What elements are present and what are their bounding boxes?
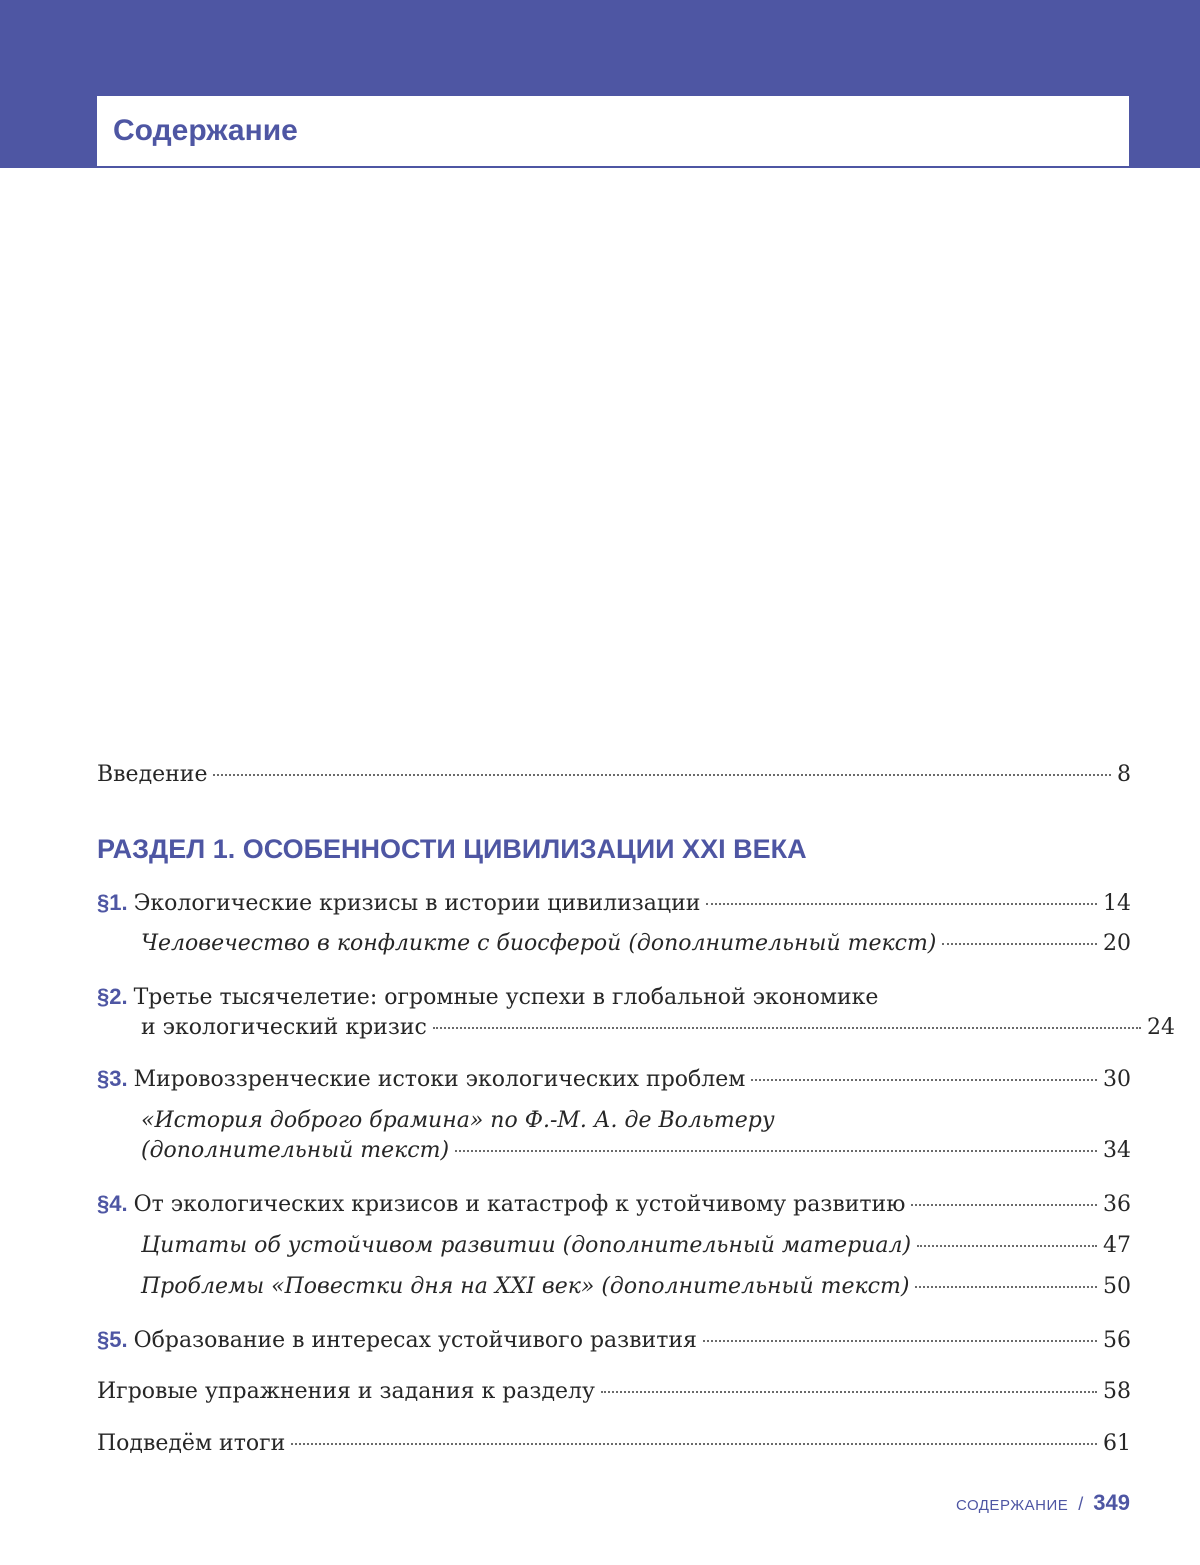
toc-entry-label: «История доброго брамина» по Ф.-М. А. де Вольтеру bbox=[141, 1108, 775, 1133]
toc-leader-dots bbox=[942, 941, 1097, 945]
toc-entry-label-cont: (дополнительный текст) bbox=[141, 1138, 450, 1163]
toc-entry-label: Проблемы «Повестки дня на XXI век» (дополнительный текст) bbox=[141, 1274, 910, 1299]
page-footer bbox=[956, 1490, 1130, 1516]
toc-leader-dots bbox=[703, 1338, 1097, 1342]
toc-entry-label: От экологических кризисов и катастроф к устойчивому развитию bbox=[133, 1192, 906, 1217]
toc-page-number: 58 bbox=[1103, 1379, 1131, 1404]
toc-subentry[interactable] bbox=[141, 1106, 1131, 1166]
toc-entry-paragraph-5[interactable] bbox=[97, 1325, 1131, 1356]
toc-leader-dots bbox=[601, 1389, 1097, 1393]
toc-subentry[interactable] bbox=[141, 1231, 1131, 1261]
toc-page-number: 14 bbox=[1103, 891, 1131, 916]
section-heading: РАЗДЕЛ 1. ОСОБЕННОСТИ ЦИВИЛИЗАЦИИ XXI ВЕКА bbox=[97, 834, 807, 864]
paragraph-number: §5. bbox=[97, 1327, 128, 1352]
toc-page-number: 50 bbox=[1103, 1274, 1131, 1299]
paragraph-number: §4. bbox=[97, 1191, 128, 1216]
toc-entry-label-cont: и экологический кризис bbox=[141, 1015, 427, 1040]
toc-entry-label: Мировоззренческие истоки экологических проблем bbox=[133, 1067, 746, 1092]
toc-entry-label: Экологические кризисы в истории цивилизации bbox=[133, 891, 701, 916]
toc-page-number: 24 bbox=[1147, 1015, 1175, 1040]
toc-page-number: 56 bbox=[1103, 1328, 1131, 1353]
toc-page-number: 20 bbox=[1103, 931, 1131, 956]
toc-entry-paragraph-4[interactable] bbox=[97, 1189, 1131, 1220]
toc-entry-label: Цитаты об устойчивом развитии (дополнительный материал) bbox=[141, 1233, 912, 1258]
toc-entry-paragraph-2[interactable] bbox=[97, 982, 1175, 1043]
paragraph-number: §1. bbox=[97, 890, 128, 915]
toc-leader-dots bbox=[917, 1243, 1097, 1247]
toc-entry-summary[interactable] bbox=[97, 1429, 1131, 1459]
toc-leader-dots bbox=[455, 1148, 1097, 1152]
toc-leader-dots bbox=[433, 1025, 1141, 1029]
toc-entry-paragraph-1[interactable] bbox=[97, 888, 1131, 919]
toc-entry-label: Третье тысячелетие: огромные успехи в глобальной экономике bbox=[133, 985, 879, 1010]
toc-page-number: 36 bbox=[1103, 1192, 1131, 1217]
paragraph-number: §3. bbox=[97, 1066, 128, 1091]
toc-entry-label: Образование в интересах устойчивого развития bbox=[133, 1328, 697, 1353]
running-title: СОДЕРЖАНИЕ bbox=[955, 1497, 1069, 1514]
toc-entry-exercises[interactable] bbox=[97, 1377, 1131, 1407]
toc-subentry[interactable] bbox=[141, 929, 1131, 959]
page-number: 349 bbox=[1093, 1490, 1130, 1515]
toc-entry-label: Игровые упражнения и задания к разделу bbox=[97, 1379, 595, 1404]
header-box bbox=[97, 96, 1129, 166]
toc-entry-label: Подведём итоги bbox=[97, 1431, 286, 1456]
toc-page-number: 8 bbox=[1117, 762, 1131, 787]
paragraph-number: §2. bbox=[97, 984, 128, 1009]
toc-page-number: 34 bbox=[1103, 1138, 1131, 1163]
toc-subentry[interactable] bbox=[141, 1272, 1131, 1302]
toc-entry-label: Человечество в конфликте с биосферой (дополнительный текст) bbox=[141, 931, 937, 956]
toc-leader-dots bbox=[915, 1284, 1097, 1288]
toc-leader-dots bbox=[291, 1441, 1097, 1445]
page-title: Содержание bbox=[113, 114, 298, 147]
toc-entry-paragraph-3[interactable] bbox=[97, 1064, 1131, 1095]
toc-page-number: 30 bbox=[1103, 1067, 1131, 1092]
toc-leader-dots bbox=[751, 1077, 1097, 1081]
toc-entry-label: Введение bbox=[97, 762, 208, 787]
toc-entry-intro[interactable] bbox=[97, 760, 1131, 790]
footer-separator: / bbox=[1078, 1494, 1084, 1514]
toc-page-number: 47 bbox=[1103, 1233, 1131, 1258]
toc-leader-dots bbox=[911, 1202, 1097, 1206]
toc-leader-dots bbox=[706, 901, 1097, 905]
toc-page-number: 61 bbox=[1103, 1431, 1131, 1456]
toc-leader-dots bbox=[213, 772, 1111, 776]
